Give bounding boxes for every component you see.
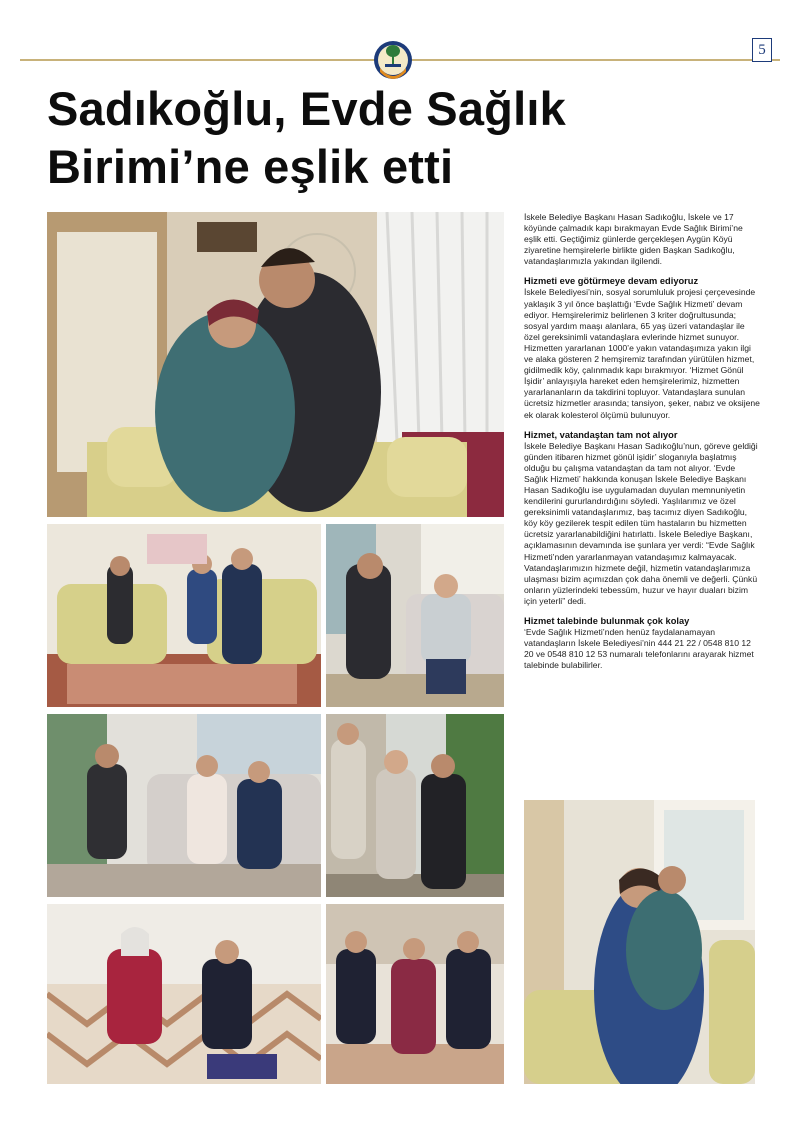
photo-blood-pressure: [47, 904, 321, 1084]
headline-line-2: Birimi’ne eşlik etti: [47, 140, 454, 193]
photo-doorway-couple: [326, 714, 504, 897]
section-body-3: ‘Evde Sağlık Hizmeti’nden henüz faydalanamayan vatandaşların İskele Belediyesi’nin 444 21 22 / 0548 810 12 20 ve 0548 810 12 53 numaralı telefonlarını arayarak hizmet talebinde bulabilirler.: [524, 627, 754, 671]
photo-family-visit: [47, 524, 321, 707]
photo-main-hug: [47, 212, 504, 517]
photo-mayor-elderly-man: [326, 524, 504, 707]
photo-nurses-visit: [326, 904, 504, 1084]
section-heading-3: Hizmet talebinde bulunmak çok kolay: [524, 616, 690, 626]
municipality-logo: [372, 34, 414, 86]
headline-line-1: Sadıkoğlu, Evde Sağlık: [47, 82, 566, 135]
headline: [47, 80, 747, 196]
article-body: [524, 212, 760, 679]
section-heading-1: Hizmeti eve götürmeye devam ediyoruz: [524, 276, 699, 287]
article-intro: İskele Belediye Başkanı Hasan Sadıkoğlu, İskele ve 17 köyünde çalmadık kapı bırakmayan Evde Sağlık Birimi’ne eşlik etti. Geçtiğimiz günlerde gerçekleşen Aygün Köyü ziyaretine hemşirelerle birlikte giden Başkan Sadıkoğlu, vatandaşlarımızla yakından ilgilendi.: [524, 212, 743, 267]
section-body-2: İskele Belediye Başkanı Hasan Sadıkoğlu’nun, göreve geldiği günden itibaren hizmet gönül işidir’ sloganıyla başlatmış olduğu bu çalışma vatandaştan da tam not alıyor. ‘Evde Sağlık Hizmeti’ hakkında konuşan İskele Belediye Başkanı Hasan Sadıkoğlu ise uygulamadan duyulan memnuniyetin kendilerini gururlandırdığını söyledi. Yaşlılarımız ve özel gereksinimli vatandaşlarımız, baş tacımız diyen Sadıkoğlu, köy köy gezilerek tespit edilen tüm hastaların bu hizmetten ücretsiz yararlanabildiğini hatırlattı. İskele Belediye Başkanı, açıklamasının devamında ise şunlara yer verdi: “Evde Sağlık Hizmeti’nden yararlanmayan vatandaşımız kalmayacak. Vatandaşlarımızın hizmete değil, hizmetin vatandaşlarımıza ulaşması bizim açımızdan çok daha önemli ve değerli. Çünkü onların yüzlerindeki tebessüm, huzur ve hayır duaları bizim için yeterli” dedi.: [524, 440, 758, 606]
photo-balcony-checkup: [47, 714, 321, 897]
section-heading-2: Hizmet, vatandaştan tam not alıyor: [524, 429, 678, 440]
page-number: 5: [752, 38, 772, 62]
section-body-1: İskele Belediyesi’nin, sosyal sorumluluk projesi çerçevesinde yaklaşık 3 yıl önce başlattığı ‘Evde Sağlık Hizmeti’ devam ediyor. Hemşirelerimiz belirlenen 3 kriter doğrultusunda; sosyal yardım maaşı alanlara, 65 yaş üzeri vatandaşlar ile özel gereksinimli vatandaşlara evlerinde hizmet sunuyor. Hizmetten yararlanan 1000’e yakın vatandaşımıza yakın ilgi ve alaka gösteren 2 hemşiremiz tarafından yürütülen hizmet, gidilmedik köy, çalınmadık kapı bırakmıyor. ‘Hizmet Gönül İşidir’ anlayışıyla hareket eden hemşirelerimiz, hizmetten yararlananların da takdirini topluyor. Vatandaşlara sunulan ücretsiz hizmetler arasında; tansiyon, şeker, nabız ve oksijene ek olarak kolesterol ölçümü bulunuyor.: [524, 287, 760, 420]
photo-nurse-hug: [524, 800, 755, 1084]
